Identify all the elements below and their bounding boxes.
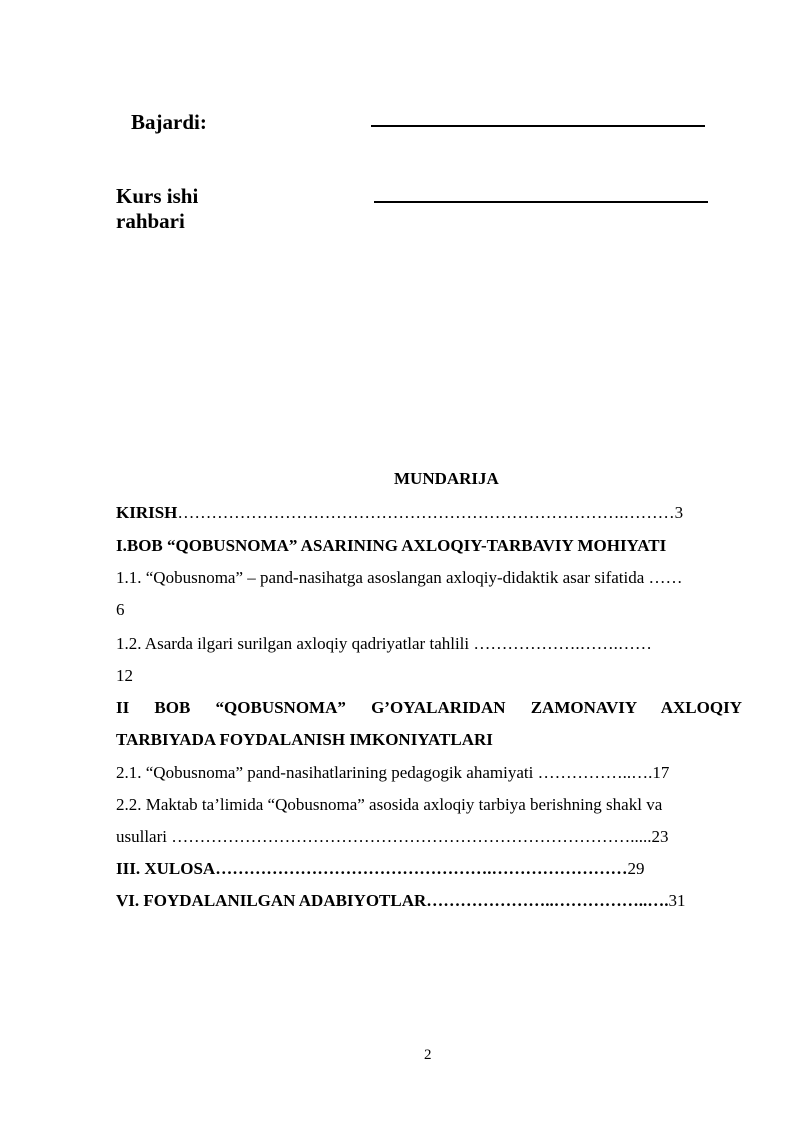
toc-entry-intro[interactable] [116,502,742,524]
supervisor-label-line2: rahbari [116,209,185,233]
toc-chapter2-heading-line1[interactable]: II BOB “QOBUSNOMA” G’OYALARIDAN ZAMONAVIY AXLOQIY [116,698,742,717]
toc-entry-page: 29 [627,859,645,878]
toc-section-1-2-page: 12 [116,666,133,685]
toc-entry-leader: …………………………………………………………………….……… [177,503,675,522]
toc-entry-text: usullari ………………………………………………………………………..... [116,827,652,846]
supervisor-signature-line [374,201,708,203]
toc-chapter2-heading-line2[interactable]: TARBIYADA FOYDALANISH IMKONIYATLARI [116,730,493,749]
page-number: 2 [424,1047,432,1063]
toc-section-1-1-page: 6 [116,600,125,619]
toc-title: MUNDARIJA [394,469,499,488]
toc-section-2-2-line2[interactable] [116,826,742,848]
toc-entry-conclusion[interactable] [116,858,742,880]
toc-entry-page: 23 [651,827,669,846]
toc-chapter1-heading[interactable]: I.BOB “QOBUSNOMA” ASARINING AXLOQIY-TARBAVIY MOHIYATI [116,536,667,555]
toc-section-2-2-line1[interactable]: 2.2. Maktab ta’limida “Qobusnoma” asosida axloqiy tarbiya berishning shakl va [116,795,663,814]
toc-entry-references[interactable] [116,890,742,912]
toc-entry-page: 31 [668,891,686,910]
toc-entry-page: 17 [652,763,670,782]
toc-entry-label: VI. FOYDALANILGAN ADABIYOTLAR…………………..……………..…. [116,891,669,910]
performer-signature-line [371,125,705,127]
toc-entry-label: III. XULOSA………………………………………….…………………… [116,859,628,878]
performer-label: Bajardi: [131,110,207,134]
toc-section-1-2[interactable]: 1.2. Asarda ilgari surilgan axloqiy qadriyatlar tahlili ……………….…….…… [116,634,652,653]
toc-entry-text: 2.1. “Qobusnoma” pand-nasihatlarining pedagogik ahamiyati ……………..…. [116,763,653,782]
toc-section-2-1[interactable] [116,762,742,784]
supervisor-label-line1: Kurs ishi [116,184,199,208]
toc-entry-label: KIRISH [116,503,178,522]
toc-section-1-1[interactable]: 1.1. “Qobusnoma” – pand-nasihatga asoslangan axloqiy-didaktik asar sifatida …… [116,568,683,587]
toc-entry-page: 3 [674,503,684,522]
